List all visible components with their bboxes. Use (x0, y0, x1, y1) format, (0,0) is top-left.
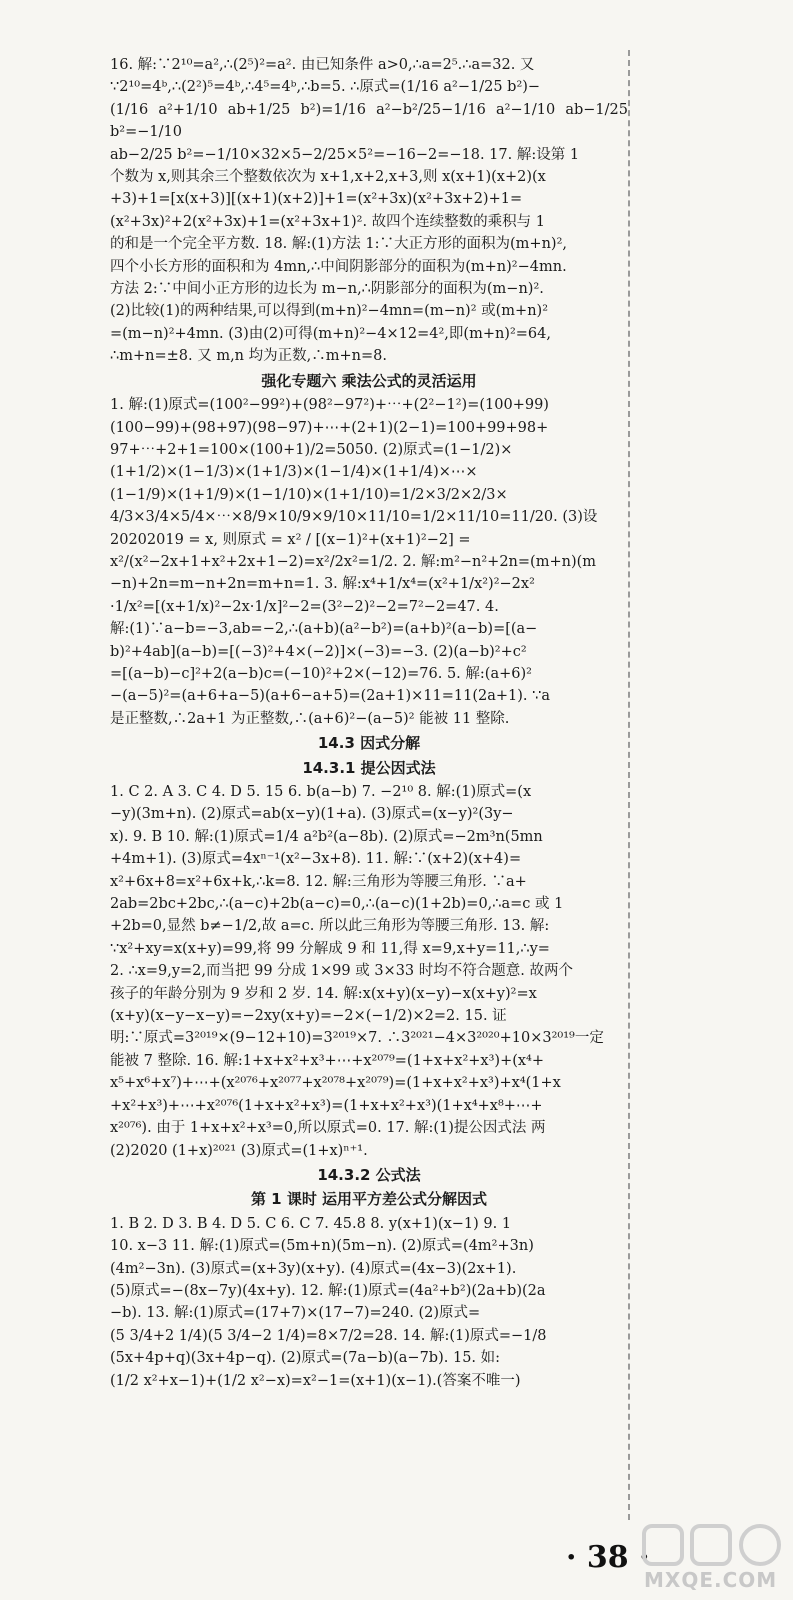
text-line: 明:∵原式=3²⁰¹⁹×(9−12+10)=3²⁰¹⁹×7. ∴3²⁰²¹−4×3²⁰²⁰+10×3²⁰¹⁹一定 (110, 1030, 604, 1047)
section-title: 14.3 因式分解 (317, 734, 421, 753)
text-line: 4/3×3/4×5/4×⋯×8/9×10/9×9/10×11/10=1/2×11/10=11/20. (3)设 (110, 509, 598, 526)
text-line: 1. C 2. A 3. C 4. D 5. 15 6. b(a−b) 7. −2¹⁰ 8. 解:(1)原式=(x (110, 784, 532, 800)
text-line: (1+1/2)×(1−1/3)×(1+1/3)×(1−1/4)×(1+1/4)×⋯× (110, 464, 478, 481)
text-line: =[(a−b)−c]²+2(a−b)c=(−10)²+2×(−12)=76. 5. 解:(a+6)² (110, 665, 532, 682)
text-line: ∴m+n=±8. 又 m,n 均为正数,∴m+n=8. (110, 348, 387, 365)
text-line: (1−1/9)×(1+1/9)×(1−1/10)×(1+1/10)=1/2×3/2×2/3× (110, 486, 508, 503)
watermark-text: MXQE.COM (644, 1568, 778, 1592)
watermark-graphic (640, 1520, 790, 1570)
text-line: (2)2020 (1+x)²⁰²¹ (3)原式=(1+x)ⁿ⁺¹. (110, 1142, 368, 1159)
text-line: 个数为 x,则其余三个整数依次为 x+1,x+2,x+3,则 x(x+1)(x+2)(x (110, 169, 546, 186)
text-line: (x+y)(x−y−x−y)=−2xy(x+y)=−2×(−1/2)×2=2. 15. 证 (110, 1008, 507, 1025)
text-line: (1/16 a²+1/10 ab+1/25 b²)=1/16 a²−b²/25−1/16 a²−1/10 ab−1/25 b²=−1/10 (110, 101, 628, 141)
text-line: 97+⋯+2+1=100×(100+1)/2=5050. (2)原式=(1−1/2)× (110, 441, 513, 458)
text-line: x²/(x²−2x+1+x²+2x+1−2)=x²/2x²=1/2. 2. 解:m²−n²+2n=(m+n)(m (110, 553, 597, 570)
section-subtitle: 第 1 课时 运用平方差公式分解因式 (250, 1190, 488, 1209)
text-line: =(m−n)²+4mn. (3)由(2)可得(m+n)²−4×12=4²,即(m+n)²=64, (110, 325, 551, 342)
text-line: x). 9. B 10. 解:(1)原式=1/4 a²b²(a−8b). (2)原式=−2m³n(5mn (110, 828, 543, 845)
text-line: 1. B 2. D 3. B 4. D 5. C 6. C 7. 45.8 8. y(x+1)(x−1) 9. 1 (110, 1215, 512, 1232)
text-line: (4m²−3n). (3)原式=(x+3y)(x+y). (4)原式=(4x−3)(2x+1). (110, 1260, 517, 1277)
text-line: (5x+4p+q)(3x+4p−q). (2)原式=(7a−b)(a−7b). 15. 如: (110, 1350, 501, 1367)
text-line: 20202019 = x, 则原式 = x² / [(x−1)²+(x+1)²−2] = (110, 531, 471, 548)
text-line: (5 3/4+2 1/4)(5 3/4−2 1/4)=8×7/2=28. 14. 解:(1)原式=−1/8 (110, 1327, 547, 1344)
text-line: 16. 解:∵2¹⁰=a²,∴(2⁵)²=a². 由已知条件 a>0,∴a=2⁵.∴a=32. 又 (110, 57, 535, 73)
text-line: (100−99)+(98+97)(98−97)+⋯+(2+1)(2−1)=100+99+98+ (110, 419, 549, 436)
text-line: +4m+1). (3)原式=4xⁿ⁻¹(x²−3x+8). 11. 解:∵(x+2)(x+4)= (110, 851, 522, 868)
text-line: (2)比较(1)的两种结果,可以得到(m+n)²−4mn=(m−n)² 或(m+n)² (110, 303, 549, 320)
text-line: (1/2 x²+x−1)+(1/2 x²−x)=x²−1=(x+1)(x−1).(答案不唯一) (110, 1372, 521, 1389)
text-line: ab−2/25 b²=−1/10×32×5−2/25×5²=−16−2=−18. 17. 解:设第 1 (110, 146, 580, 163)
text-line: x⁵+x⁶+x⁷)+⋯+(x²⁰⁷⁶+x²⁰⁷⁷+x²⁰⁷⁸+x²⁰⁷⁹)=(1+x+x²+x³)+x⁴(1+x (110, 1075, 561, 1092)
text-line: 的和是一个完全平方数. 18. 解:(1)方法 1:∵大正方形的面积为(m+n)², (110, 236, 568, 253)
text-line: x²+6x+8=x²+6x+k,∴k=8. 12. 解:三角形为等腰三角形. ∵a+ (110, 873, 527, 890)
text-line: +2b=0,显然 b≠−1/2,故 a=c. 所以此三角形为等腰三角形. 13. 解: (110, 918, 550, 935)
text-line: (x²+3x)²+2(x²+3x)+1=(x²+3x+1)². 故四个连续整数的乘积与 1 (110, 213, 546, 230)
text-line: 10. x−3 11. 解:(1)原式=(5m+n)(5m−n). (2)原式=(4m²+3n) (110, 1238, 534, 1255)
answer-column (110, 54, 628, 1392)
page-number-value: 38 (586, 1540, 629, 1575)
section-title: 14.3.2 公式法 (317, 1165, 421, 1184)
text-line: +x²+x³)+⋯+x²⁰⁷⁶(1+x+x²+x³)=(1+x+x²+x³)(1+x⁴+x⁸+⋯+ (110, 1097, 543, 1114)
text-line: −y)(3m+n). (2)原式=ab(x−y)(1+a). (3)原式=(x−y)²(3y− (110, 806, 514, 823)
text-line: ∵x²+xy=x(x+y)=99,将 99 分解成 9 和 11,得 x=9,x+y=11,∴y= (110, 940, 550, 957)
text-line: 能被 7 整除. 16. 解:1+x+x²+x³+⋯+x²⁰⁷⁹=(1+x+x²+x³)+(x⁴+ (110, 1052, 545, 1069)
text-line: 四个小长方形的面积和为 4mn,∴中间阴影部分的面积为(m+n)²−4mn. (110, 258, 567, 275)
dashed-margin-line (628, 50, 630, 1520)
section-subtitle: 14.3.1 提公因式法 (302, 758, 436, 777)
page-number-dot-left: · (566, 1540, 587, 1575)
page-number (566, 1540, 650, 1575)
text-line: 孩子的年龄分别为 9 岁和 2 岁. 14. 解:x(x+y)(x−y)−x(x+y)²=x (110, 985, 537, 1002)
text-line: x²⁰⁷⁶). 由于 1+x+x²+x³=0,所以原式=0. 17. 解:(1)提公因式法 两 (110, 1120, 546, 1137)
text-line: 2ab=2bc+2bc,∴(a−c)+2b(a−c)=0,∴(a−c)(1+2b)=0,∴a=c 或 1 (110, 896, 564, 913)
text-line: ∵2¹⁰=4ᵇ,∴(2²)⁵=4ᵇ,∴4⁵=4ᵇ,∴b=5. ∴原式=(1/16 a²−1/25 b²)− (110, 79, 541, 96)
text-line: (5)原式=−(8x−7y)(4x+y). 12. 解:(1)原式=(4a²+b²)(2a+b)(2a (110, 1282, 546, 1299)
text-line: −(a−5)²=(a+6+a−5)(a+6−a+5)=(2a+1)×11=11(2a+1). ∵a (110, 688, 551, 705)
page-number-dot-right: · (628, 1540, 650, 1575)
text-line: 是正整数,∴2a+1 为正整数,∴(a+6)²−(a−5)² 能被 11 整除. (110, 710, 510, 727)
text-line: b)²+4ab](a−b)=[(−3)²+4×(−2)]×(−3)=−3. (2)(a−b)²+c² (110, 643, 527, 660)
text-line: +3)+1=[x(x+3)][(x+1)(x+2)]+1=(x²+3x)(x²+3x+2)+1= (110, 191, 523, 208)
text-line: −b). 13. 解:(1)原式=(17+7)×(17−7)=240. (2)原式= (110, 1305, 481, 1322)
text-line: 方法 2:∵中间小正方形的边长为 m−n,∴阴影部分的面积为(m−n)². (110, 281, 544, 298)
text-line: ·1/x²=[(x+1/x)²−2x·1/x]²−2=(3²−2)²−2=7²−2=47. 4. (110, 598, 499, 615)
text-line: −n)+2n=m−n+2n=m+n=1. 3. 解:x⁴+1/x⁴=(x²+1/x²)²−2x² (110, 576, 535, 593)
watermark-logo (640, 1520, 790, 1598)
text-line: 1. 解:(1)原式=(100²−99²)+(98²−97²)+⋯+(2²−1²)=(100+99) (110, 397, 549, 414)
section-title: 强化专题六 乘法公式的灵活运用 (261, 371, 477, 390)
text-line: 解:(1)∵a−b=−3,ab=−2,∴(a+b)(a²−b²)=(a+b)²(a−b)=[(a− (110, 621, 538, 638)
text-line: 2. ∴x=9,y=2,而当把 99 分成 1×99 或 3×33 时均不符合题意. 故两个 (110, 963, 573, 980)
